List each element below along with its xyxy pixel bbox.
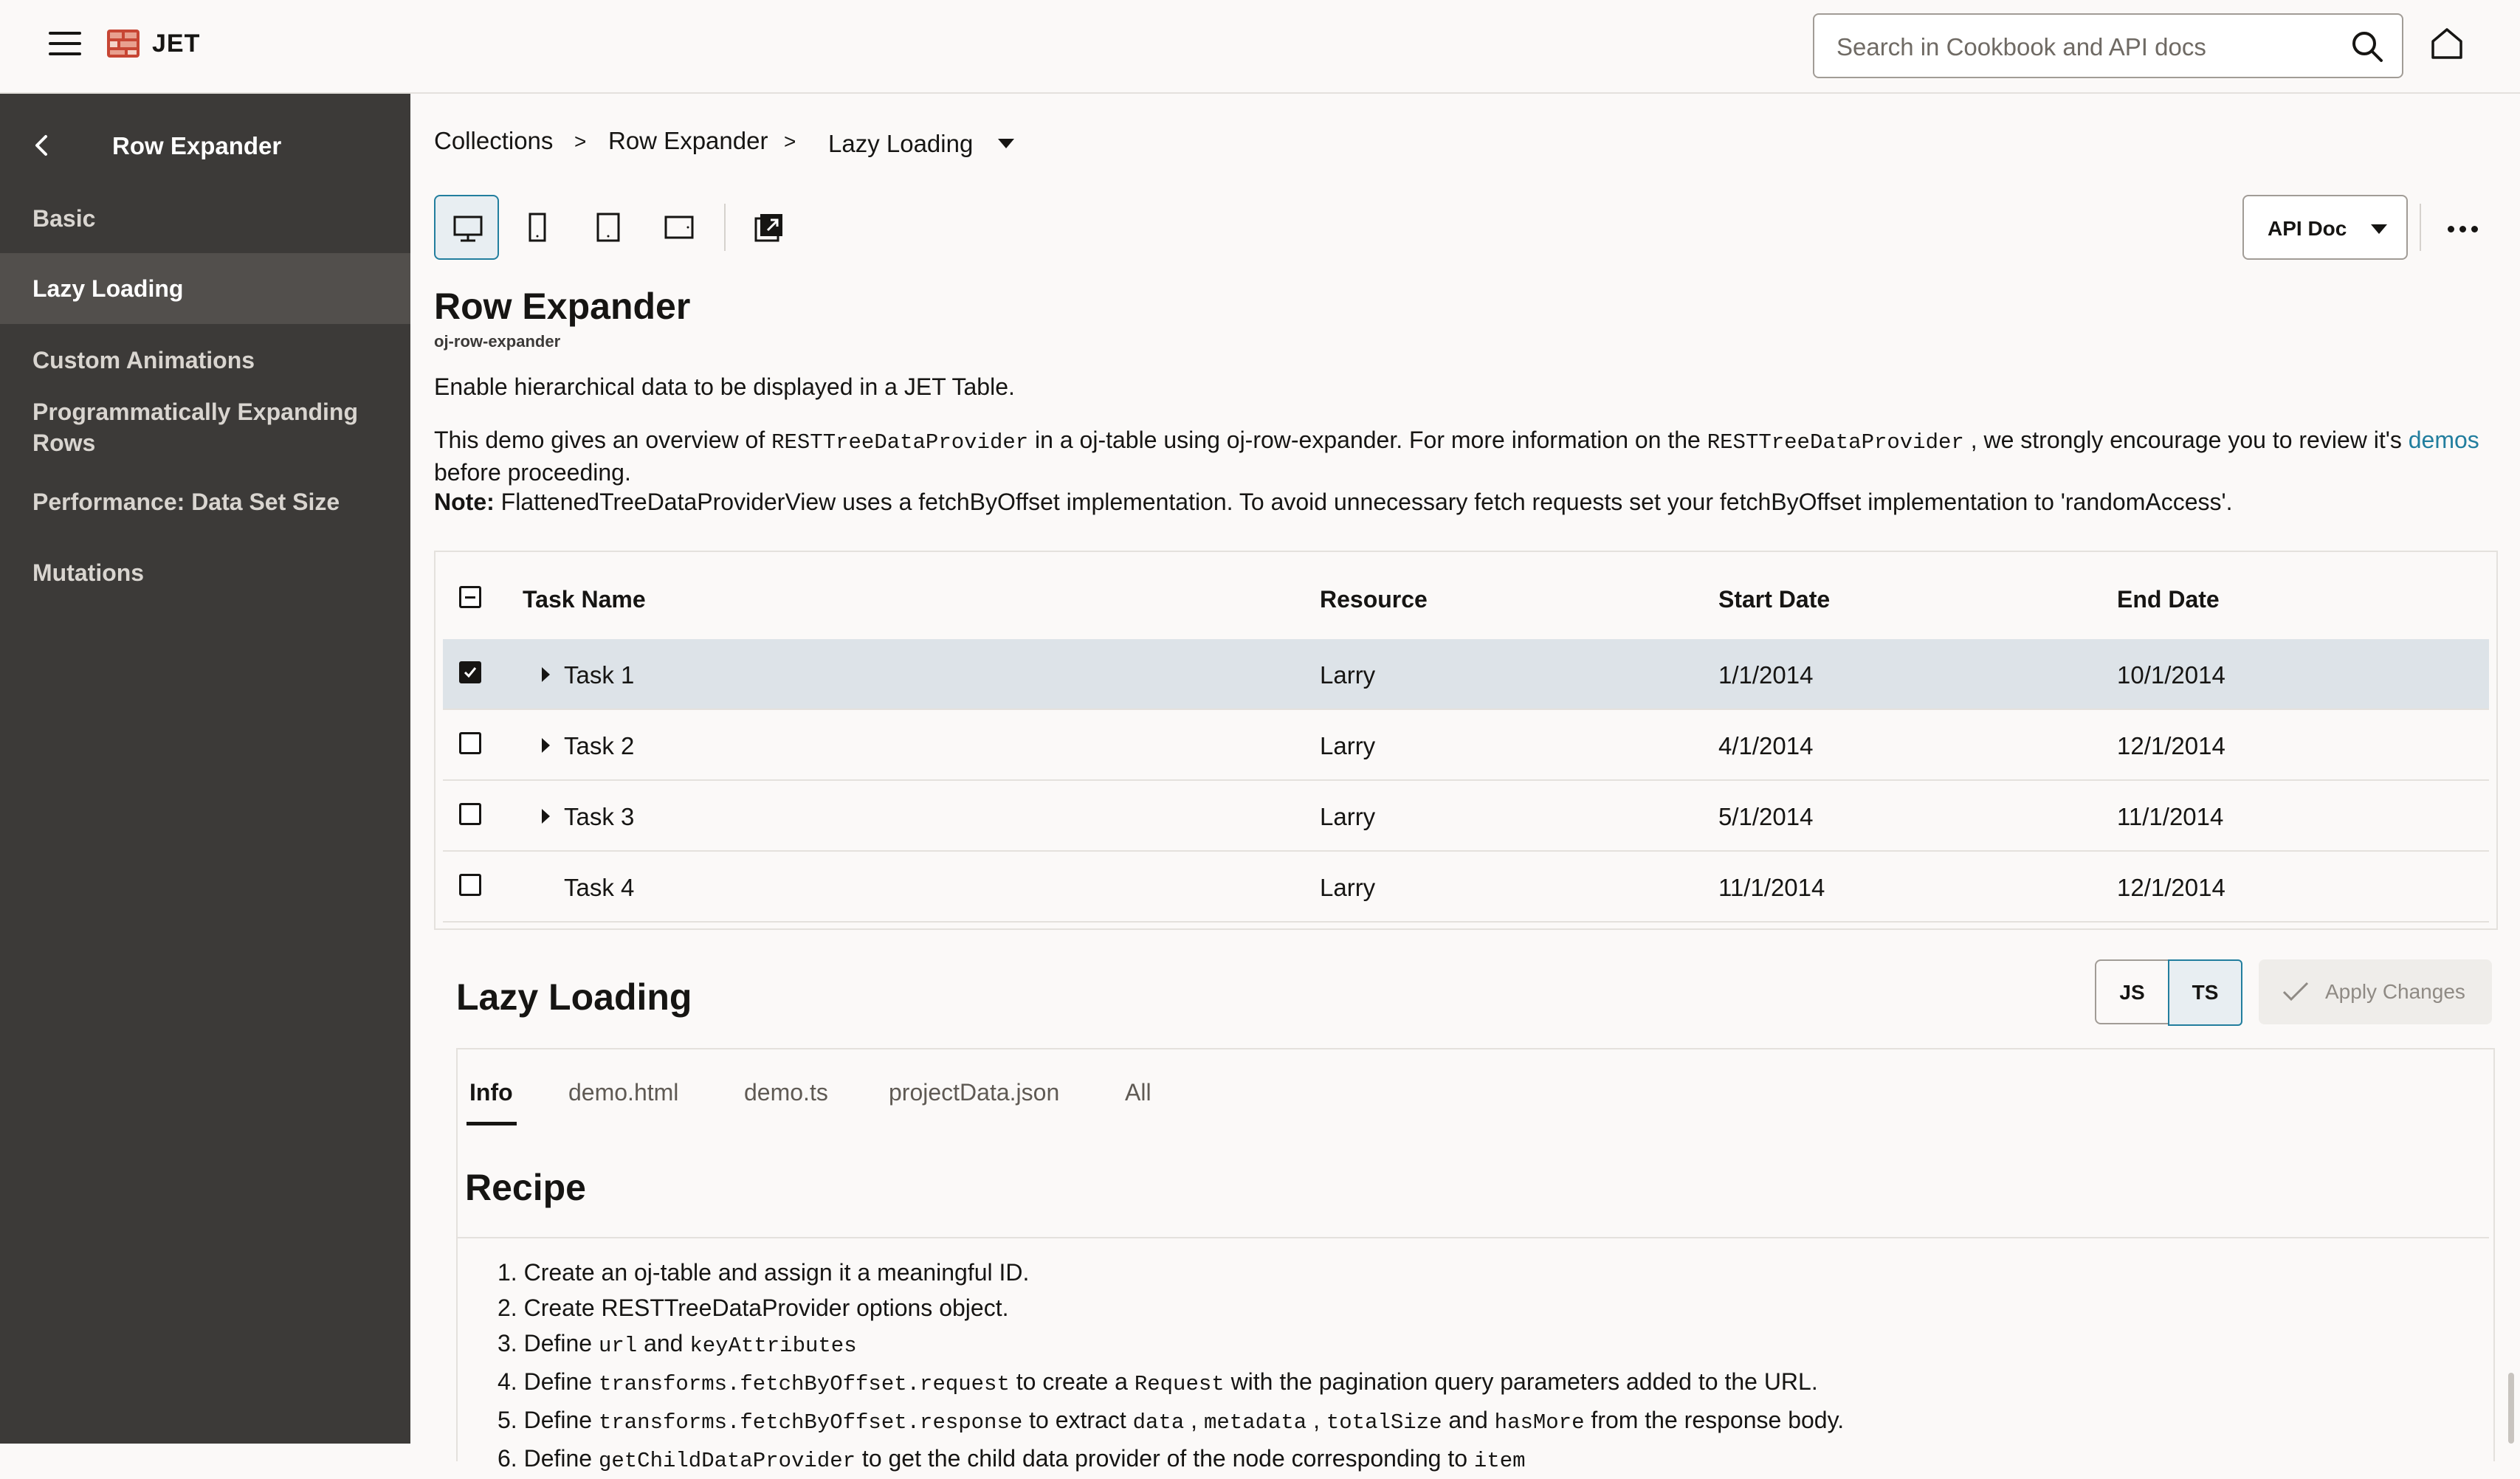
- code-text: transforms.fetchByOffset.request: [598, 1372, 1010, 1396]
- code-text: keyAttributes: [689, 1334, 857, 1358]
- recipe-step: [498, 1364, 1844, 1402]
- step-number: 6.: [498, 1445, 524, 1472]
- sidebar-item-basic[interactable]: Basic: [32, 205, 96, 232]
- search-icon[interactable]: [2350, 30, 2384, 63]
- select-all-checkbox[interactable]: [459, 586, 481, 608]
- step-text: with the pagination query parameters added to the URL.: [1224, 1368, 1818, 1395]
- phone-view-button[interactable]: [505, 195, 570, 260]
- intro-text: , we strongly encourage you to review it's: [1963, 427, 2409, 453]
- cell-resource: Larry: [1320, 732, 1376, 759]
- apply-changes-button[interactable]: [2259, 959, 2492, 1024]
- step-text: to get the child data provider of the node corresponding to: [856, 1445, 1474, 1472]
- demo-intro: [434, 425, 2501, 517]
- cell-resource: Larry: [1320, 661, 1376, 689]
- sidebar: [0, 94, 410, 1444]
- cell-task-name: Task 1: [564, 661, 635, 689]
- table-row[interactable]: [443, 852, 2489, 923]
- search-input[interactable]: [1836, 31, 2324, 63]
- tab-demo-ts[interactable]: demo.ts: [744, 1079, 828, 1106]
- step-text: ,: [1307, 1407, 1326, 1433]
- sidebar-item-performance[interactable]: Performance: Data Set Size: [32, 489, 340, 515]
- breadcrumb-separator: >: [574, 130, 587, 153]
- step-text: Define: [523, 1445, 599, 1472]
- chevron-down-icon[interactable]: [998, 139, 1014, 148]
- page-title: Row Expander: [434, 286, 691, 327]
- intro-text: in a oj-table using oj-row-expander. For more information on the: [1028, 427, 1707, 453]
- row-checkbox[interactable]: [459, 661, 481, 683]
- recipe-step: [498, 1441, 1844, 1479]
- home-icon[interactable]: [2428, 25, 2465, 62]
- breadcrumb-collections[interactable]: Collections: [434, 127, 554, 154]
- brand-name: JET: [152, 30, 201, 58]
- step-text: ,: [1184, 1407, 1204, 1433]
- sidebar-item-label: Programmatically Expanding: [32, 399, 359, 425]
- table-row[interactable]: [443, 781, 2489, 852]
- breadcrumb-separator: >: [784, 130, 796, 153]
- checkmark-icon: [2281, 979, 2310, 1005]
- step-text: Define: [523, 1407, 599, 1433]
- page-subtitle: oj-row-expander: [434, 332, 561, 351]
- expand-row-icon[interactable]: [542, 738, 550, 753]
- sidebar-item-label-line2: Rows: [32, 430, 96, 456]
- cell-start-date: 4/1/2014: [1718, 732, 1814, 759]
- scrollbar[interactable]: [2508, 1373, 2514, 1444]
- demo-intro-line2: before proceeding.: [434, 459, 631, 486]
- cell-end-date: 12/1/2014: [2117, 874, 2225, 901]
- code-text: getChildDataProvider: [598, 1449, 856, 1473]
- top-header: [0, 0, 2520, 94]
- cell-end-date: 11/1/2014: [2117, 803, 2224, 830]
- recipe-step: [498, 1402, 1844, 1441]
- api-doc-button[interactable]: [2242, 195, 2408, 260]
- cell-task-name: Task 3: [564, 803, 635, 830]
- table-row[interactable]: [443, 710, 2489, 781]
- cell-start-date: 1/1/2014: [1718, 661, 1814, 689]
- toolbar-divider: [724, 204, 726, 251]
- chevron-down-icon: [2371, 224, 2387, 234]
- phone-icon: [521, 211, 554, 244]
- step-number: 4.: [498, 1368, 524, 1395]
- column-header-task-name[interactable]: Task Name: [523, 586, 646, 613]
- tablet-landscape-icon: [663, 211, 695, 244]
- step-number: 5.: [498, 1407, 524, 1433]
- expand-row-icon[interactable]: [542, 809, 550, 824]
- row-checkbox[interactable]: [459, 874, 481, 896]
- more-options-icon[interactable]: [2448, 223, 2483, 232]
- tab-info[interactable]: Info: [469, 1079, 513, 1106]
- apply-changes-label: Apply Changes: [2325, 980, 2465, 1003]
- code-text: RESTTreeDataProvider: [771, 430, 1029, 455]
- tablet-portrait-view-button[interactable]: [576, 195, 641, 260]
- recipe-step: [498, 1255, 1844, 1290]
- step-number: 3.: [498, 1330, 524, 1356]
- recipe-steps: [498, 1255, 1844, 1479]
- step-text: to create a: [1009, 1368, 1135, 1395]
- note-label: Note:: [434, 489, 495, 515]
- step-text: Define: [523, 1368, 599, 1395]
- breadcrumb-row-expander[interactable]: Row Expander: [608, 127, 768, 154]
- step-text: from the response body.: [1584, 1407, 1845, 1433]
- column-header-end-date[interactable]: End Date: [2117, 586, 2220, 613]
- step-text: Create an oj-table and assign it a meaningful ID.: [523, 1259, 1030, 1286]
- note-text: FlattenedTreeDataProviderView uses a fetchByOffset implementation. To avoid unnecessary fetch requests set your fetchByOffset implementation to 'randomAccess'.: [494, 489, 2233, 515]
- step-number: 1.: [498, 1259, 524, 1286]
- ts-button[interactable]: TS: [2168, 961, 2241, 1024]
- breadcrumb-lazy-loading[interactable]: Lazy Loading: [828, 130, 974, 157]
- recipe-heading: Recipe: [465, 1167, 586, 1208]
- step-number: 2.: [498, 1294, 524, 1321]
- code-text: item: [1473, 1449, 1526, 1473]
- tablet-portrait-icon: [592, 211, 624, 244]
- column-header-resource[interactable]: Resource: [1320, 586, 1428, 613]
- search-box[interactable]: [1813, 13, 2403, 78]
- step-text: and: [1442, 1407, 1495, 1433]
- row-checkbox[interactable]: [459, 803, 481, 825]
- cell-task-name: Task 2: [564, 732, 635, 759]
- code-text: totalSize: [1326, 1410, 1442, 1435]
- task-table: [434, 551, 2498, 930]
- table-row[interactable]: [443, 639, 2489, 710]
- tab-all[interactable]: All: [1125, 1079, 1151, 1106]
- tab-project-data-json[interactable]: projectData.json: [889, 1079, 1060, 1106]
- demo-intro-line: [434, 425, 2501, 458]
- tablet-landscape-view-button[interactable]: [647, 195, 712, 260]
- cell-start-date: 11/1/2014: [1718, 874, 1825, 901]
- demos-link[interactable]: demos: [2408, 427, 2479, 453]
- note-line: [434, 487, 2501, 517]
- sidebar-item-mutations[interactable]: Mutations: [32, 559, 145, 586]
- code-text: transforms.fetchByOffset.response: [598, 1410, 1023, 1435]
- divider: [458, 1237, 2489, 1238]
- js-button[interactable]: JS: [2119, 981, 2145, 1004]
- recipe-step: [498, 1325, 1844, 1364]
- jet-logo-icon: [106, 25, 141, 61]
- back-chevron-icon[interactable]: [30, 131, 52, 160]
- cell-end-date: 10/1/2014: [2117, 661, 2225, 689]
- step-text: to extract: [1022, 1407, 1133, 1433]
- cell-resource: Larry: [1320, 874, 1376, 901]
- external-link-icon: [753, 211, 785, 244]
- code-text: hasMore: [1494, 1410, 1585, 1435]
- column-header-start-date[interactable]: Start Date: [1718, 586, 1831, 613]
- code-text: Request: [1134, 1372, 1225, 1396]
- toolbar-divider: [2420, 204, 2421, 251]
- row-checkbox[interactable]: [459, 732, 481, 754]
- section-title: Lazy Loading: [456, 976, 692, 1018]
- hamburger-menu-icon[interactable]: [49, 32, 81, 60]
- api-doc-label: API Doc: [2268, 217, 2347, 240]
- step-text: Define: [523, 1330, 599, 1356]
- code-text: url: [598, 1334, 638, 1358]
- active-tab-indicator: [467, 1122, 517, 1125]
- open-new-window-button[interactable]: [737, 195, 802, 260]
- intro-text: This demo gives an overview of: [434, 427, 772, 453]
- code-text: data: [1132, 1410, 1185, 1435]
- cell-resource: Larry: [1320, 803, 1376, 830]
- sidebar-title: Row Expander: [112, 132, 282, 159]
- cell-task-name: Task 4: [564, 874, 635, 901]
- cell-end-date: 12/1/2014: [2117, 732, 2225, 759]
- tab-demo-html[interactable]: demo.html: [568, 1079, 679, 1106]
- cell-start-date: 5/1/2014: [1718, 803, 1814, 830]
- sidebar-item-lazy-loading[interactable]: Lazy Loading: [0, 253, 410, 324]
- recipe-step: [498, 1290, 1844, 1325]
- code-text: metadata: [1203, 1410, 1307, 1435]
- desktop-icon: [452, 213, 484, 245]
- desktop-view-button[interactable]: [434, 195, 499, 260]
- expand-row-icon[interactable]: [542, 667, 550, 682]
- step-text: Create RESTTreeDataProvider options object.: [523, 1294, 1009, 1321]
- step-text: and: [637, 1330, 690, 1356]
- code-panel: [456, 1048, 2495, 1473]
- language-toggle: [2095, 959, 2241, 1024]
- sidebar-item-custom-animations[interactable]: Custom Animations: [32, 347, 255, 373]
- sidebar-item-programmatically-expanding-rows[interactable]: [0, 396, 410, 458]
- code-text: RESTTreeDataProvider: [1707, 430, 1964, 455]
- page-description: Enable hierarchical data to be displayed in a JET Table.: [434, 373, 1015, 400]
